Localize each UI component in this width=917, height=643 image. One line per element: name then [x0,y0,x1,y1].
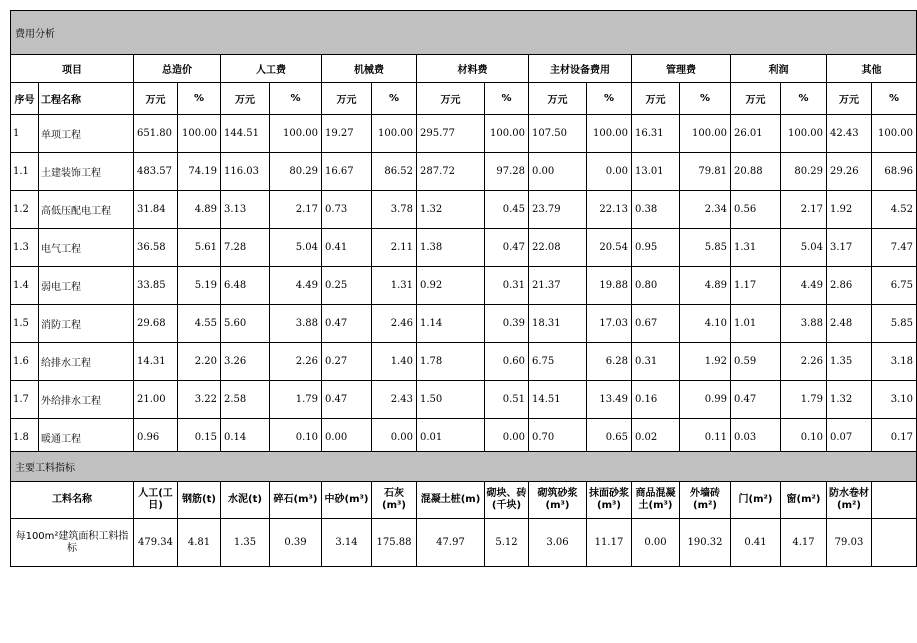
cell-amount: 483.57 [134,153,178,191]
cell-amount: 116.03 [221,153,270,191]
cell-amount: 0.67 [632,305,680,343]
cell-amount: 0.96 [134,419,178,457]
unit-wan-header: 万元 [827,83,872,115]
table-row [11,267,917,305]
cell-percent: 0.47 [485,229,529,267]
cell-amount: 7.28 [221,229,270,267]
unit-pct-header: % [781,83,827,115]
cell-percent: 2.26 [270,343,322,381]
index-header: 混凝土桩(m) [417,482,485,519]
index-header: 水泥(t) [221,482,270,519]
cell-percent: 1.92 [680,343,731,381]
index-header: 人工(工日) [134,482,178,519]
row-name: 弱电工程 [39,267,134,305]
index-header: 砌筑砂浆(m³) [529,482,587,519]
table-row [11,381,917,419]
unit-pct-header: % [587,83,632,115]
index-header: 防水卷材(m²) [827,482,872,519]
cell-amount: 3.17 [827,229,872,267]
cell-percent: 0.00 [587,153,632,191]
cell-amount: 651.80 [134,115,178,153]
cell-amount: 295.77 [417,115,485,153]
unit-pct-header: % [680,83,731,115]
row-seq: 1.7 [11,381,39,419]
index-value: 190.32 [680,519,731,567]
cell-amount: 1.17 [731,267,781,305]
unit-wan-header: 万元 [731,83,781,115]
cell-percent: 0.99 [680,381,731,419]
cell-amount: 0.14 [221,419,270,457]
row-name: 消防工程 [39,305,134,343]
index-header: 中砂(m³) [322,482,372,519]
index-name-header: 工料名称 [11,482,134,519]
cell-amount: 3.26 [221,343,270,381]
cell-percent: 100.00 [270,115,322,153]
cell-percent: 0.15 [178,419,221,457]
cell-percent: 80.29 [270,153,322,191]
cell-amount: 1.14 [417,305,485,343]
row-seq: 1 [11,115,39,153]
cell-amount: 19.27 [322,115,372,153]
cell-amount: 5.60 [221,305,270,343]
seq-header: 序号 [11,83,39,115]
row-name: 给排水工程 [39,343,134,381]
cell-percent: 68.96 [872,153,917,191]
category-header: 主材设备费用 [529,55,632,83]
cell-percent: 19.88 [587,267,632,305]
cell-percent: 0.60 [485,343,529,381]
index-value: 47.97 [417,519,485,567]
cell-amount: 144.51 [221,115,270,153]
index-value: 1.35 [221,519,270,567]
table-row [11,343,917,381]
cell-percent: 17.03 [587,305,632,343]
cell-percent: 100.00 [178,115,221,153]
row-name: 外给排水工程 [39,381,134,419]
cell-amount: 31.84 [134,191,178,229]
cell-percent: 2.46 [372,305,417,343]
cell-percent: 2.34 [680,191,731,229]
cell-amount: 3.13 [221,191,270,229]
unit-pct-header: % [270,83,322,115]
cell-percent: 86.52 [372,153,417,191]
category-header: 利润 [731,55,827,83]
cell-amount: 2.86 [827,267,872,305]
cell-percent: 3.22 [178,381,221,419]
index-value: 11.17 [587,519,632,567]
table-row [11,305,917,343]
cost-section-title: 费用分析 [11,11,917,55]
index-value: 3.14 [322,519,372,567]
cell-percent: 3.88 [270,305,322,343]
cell-amount: 0.73 [322,191,372,229]
cell-percent: 2.17 [270,191,322,229]
category-header: 材料费 [417,55,529,83]
cell-percent: 100.00 [781,115,827,153]
cell-percent: 3.10 [872,381,917,419]
cell-amount: 36.58 [134,229,178,267]
cell-amount: 14.31 [134,343,178,381]
cell-percent: 2.17 [781,191,827,229]
index-header: 钢筋(t) [178,482,221,519]
row-seq: 1.2 [11,191,39,229]
unit-wan-header: 万元 [417,83,485,115]
index-value: 5.12 [485,519,529,567]
index-header: 外墙砖(m²) [680,482,731,519]
cell-amount: 33.85 [134,267,178,305]
cell-amount: 1.92 [827,191,872,229]
index-header: 石灰(m³) [372,482,417,519]
cell-amount: 22.08 [529,229,587,267]
cell-amount: 0.47 [322,381,372,419]
cell-percent: 0.10 [270,419,322,457]
cell-amount: 2.48 [827,305,872,343]
cell-percent: 0.65 [587,419,632,457]
cell-amount: 21.37 [529,267,587,305]
unit-pct-header: % [872,83,917,115]
cell-amount: 0.95 [632,229,680,267]
cell-percent: 0.45 [485,191,529,229]
index-value: 175.88 [372,519,417,567]
table-row [11,115,917,153]
row-name: 电气工程 [39,229,134,267]
row-name: 土建装饰工程 [39,153,134,191]
cell-amount: 287.72 [417,153,485,191]
index-header: 窗(m²) [781,482,827,519]
unit-pct-header: % [178,83,221,115]
row-seq: 1.1 [11,153,39,191]
cell-percent: 4.49 [781,267,827,305]
cell-amount: 0.31 [632,343,680,381]
cell-percent: 5.04 [781,229,827,267]
index-header: 抹面砂浆(m³) [587,482,632,519]
cell-percent: 79.81 [680,153,731,191]
row-seq: 1.6 [11,343,39,381]
cell-amount: 0.25 [322,267,372,305]
cell-amount: 23.79 [529,191,587,229]
cell-percent: 4.10 [680,305,731,343]
cell-percent: 0.51 [485,381,529,419]
cell-percent: 22.13 [587,191,632,229]
cell-percent: 5.61 [178,229,221,267]
index-row-name: 每100m²建筑面积工料指标 [11,519,134,567]
cell-amount: 1.50 [417,381,485,419]
cell-percent: 2.11 [372,229,417,267]
cell-percent: 100.00 [587,115,632,153]
cell-amount: 0.07 [827,419,872,457]
cell-amount: 0.27 [322,343,372,381]
index-header: 碎石(m³) [270,482,322,519]
index-value: 0.39 [270,519,322,567]
row-seq: 1.5 [11,305,39,343]
unit-wan-header: 万元 [322,83,372,115]
cell-amount: 1.32 [417,191,485,229]
cell-percent: 4.89 [680,267,731,305]
cell-amount: 0.47 [322,305,372,343]
category-header: 其他 [827,55,917,83]
cell-amount: 0.80 [632,267,680,305]
cell-percent: 1.40 [372,343,417,381]
cell-amount: 0.38 [632,191,680,229]
category-header: 管理费 [632,55,731,83]
row-seq: 1.3 [11,229,39,267]
index-header: 门(m²) [731,482,781,519]
cell-amount: 6.75 [529,343,587,381]
category-header: 人工费 [221,55,322,83]
cell-amount: 1.31 [731,229,781,267]
cell-percent: 100.00 [372,115,417,153]
cell-percent: 1.79 [270,381,322,419]
row-name: 单项工程 [39,115,134,153]
cell-amount: 107.50 [529,115,587,153]
cell-percent: 4.55 [178,305,221,343]
cell-percent: 0.31 [485,267,529,305]
index-header [872,482,917,519]
cell-amount: 0.00 [322,419,372,457]
cell-percent: 3.18 [872,343,917,381]
cell-percent: 1.79 [781,381,827,419]
cell-amount: 29.68 [134,305,178,343]
cell-percent: 100.00 [680,115,731,153]
cell-percent: 7.47 [872,229,917,267]
cell-percent: 4.49 [270,267,322,305]
unit-wan-header: 万元 [529,83,587,115]
cell-amount: 18.31 [529,305,587,343]
category-header: 总造价 [134,55,221,83]
cell-amount: 26.01 [731,115,781,153]
cell-amount: 6.48 [221,267,270,305]
cell-percent: 4.89 [178,191,221,229]
cell-percent: 0.10 [781,419,827,457]
cell-percent: 2.26 [781,343,827,381]
cell-percent: 0.00 [485,419,529,457]
cell-amount: 13.01 [632,153,680,191]
index-value [872,519,917,567]
cell-amount: 0.41 [322,229,372,267]
cell-percent: 100.00 [872,115,917,153]
row-name: 暖通工程 [39,419,134,457]
cell-percent: 4.52 [872,191,917,229]
cell-percent: 6.75 [872,267,917,305]
cell-amount: 0.70 [529,419,587,457]
cell-percent: 97.28 [485,153,529,191]
cell-amount: 0.01 [417,419,485,457]
cell-amount: 1.32 [827,381,872,419]
cell-amount: 1.78 [417,343,485,381]
table-row [11,153,917,191]
cell-amount: 1.38 [417,229,485,267]
cell-amount: 1.35 [827,343,872,381]
cell-amount: 0.03 [731,419,781,457]
cell-percent: 0.11 [680,419,731,457]
index-value: 4.81 [178,519,221,567]
cell-amount: 0.56 [731,191,781,229]
row-seq: 1.4 [11,267,39,305]
cell-percent: 5.85 [680,229,731,267]
cell-percent: 0.00 [372,419,417,457]
cell-amount: 16.67 [322,153,372,191]
cell-percent: 6.28 [587,343,632,381]
cell-percent: 3.78 [372,191,417,229]
cell-percent: 20.54 [587,229,632,267]
index-section-title: 主要工料指标 [11,452,917,482]
cell-amount: 0.16 [632,381,680,419]
cell-percent: 100.00 [485,115,529,153]
index-header: 商品混凝土(m³) [632,482,680,519]
cell-percent: 1.31 [372,267,417,305]
row-name: 高低压配电工程 [39,191,134,229]
cell-amount: 0.59 [731,343,781,381]
cell-percent: 0.17 [872,419,917,457]
cell-amount: 0.02 [632,419,680,457]
index-value: 4.17 [781,519,827,567]
cell-amount: 29.26 [827,153,872,191]
cell-percent: 5.04 [270,229,322,267]
cell-percent: 74.19 [178,153,221,191]
cell-amount: 42.43 [827,115,872,153]
unit-wan-header: 万元 [221,83,270,115]
cell-percent: 2.43 [372,381,417,419]
cell-percent: 2.20 [178,343,221,381]
cell-percent: 80.29 [781,153,827,191]
material-index-table [10,451,917,567]
cell-percent: 5.85 [872,305,917,343]
cell-percent: 0.39 [485,305,529,343]
cell-percent: 3.88 [781,305,827,343]
index-value: 3.06 [529,519,587,567]
table-row [11,229,917,267]
cell-amount: 0.92 [417,267,485,305]
unit-wan-header: 万元 [632,83,680,115]
table-row [11,191,917,229]
index-header: 砌块、砖(千块) [485,482,529,519]
category-header: 机械费 [322,55,417,83]
cell-amount: 16.31 [632,115,680,153]
row-seq: 1.8 [11,419,39,457]
name-header: 工程名称 [39,83,134,115]
index-value: 79.03 [827,519,872,567]
cell-amount: 21.00 [134,381,178,419]
cell-amount: 20.88 [731,153,781,191]
unit-pct-header: % [485,83,529,115]
index-value: 0.00 [632,519,680,567]
cell-percent: 5.19 [178,267,221,305]
item-header: 项目 [11,55,134,83]
index-value: 0.41 [731,519,781,567]
cell-amount: 2.58 [221,381,270,419]
unit-pct-header: % [372,83,417,115]
cost-analysis-table [10,10,917,457]
cell-amount: 14.51 [529,381,587,419]
cell-amount: 0.00 [529,153,587,191]
cell-amount: 0.47 [731,381,781,419]
cell-percent: 13.49 [587,381,632,419]
index-value: 479.34 [134,519,178,567]
unit-wan-header: 万元 [134,83,178,115]
cell-amount: 1.01 [731,305,781,343]
